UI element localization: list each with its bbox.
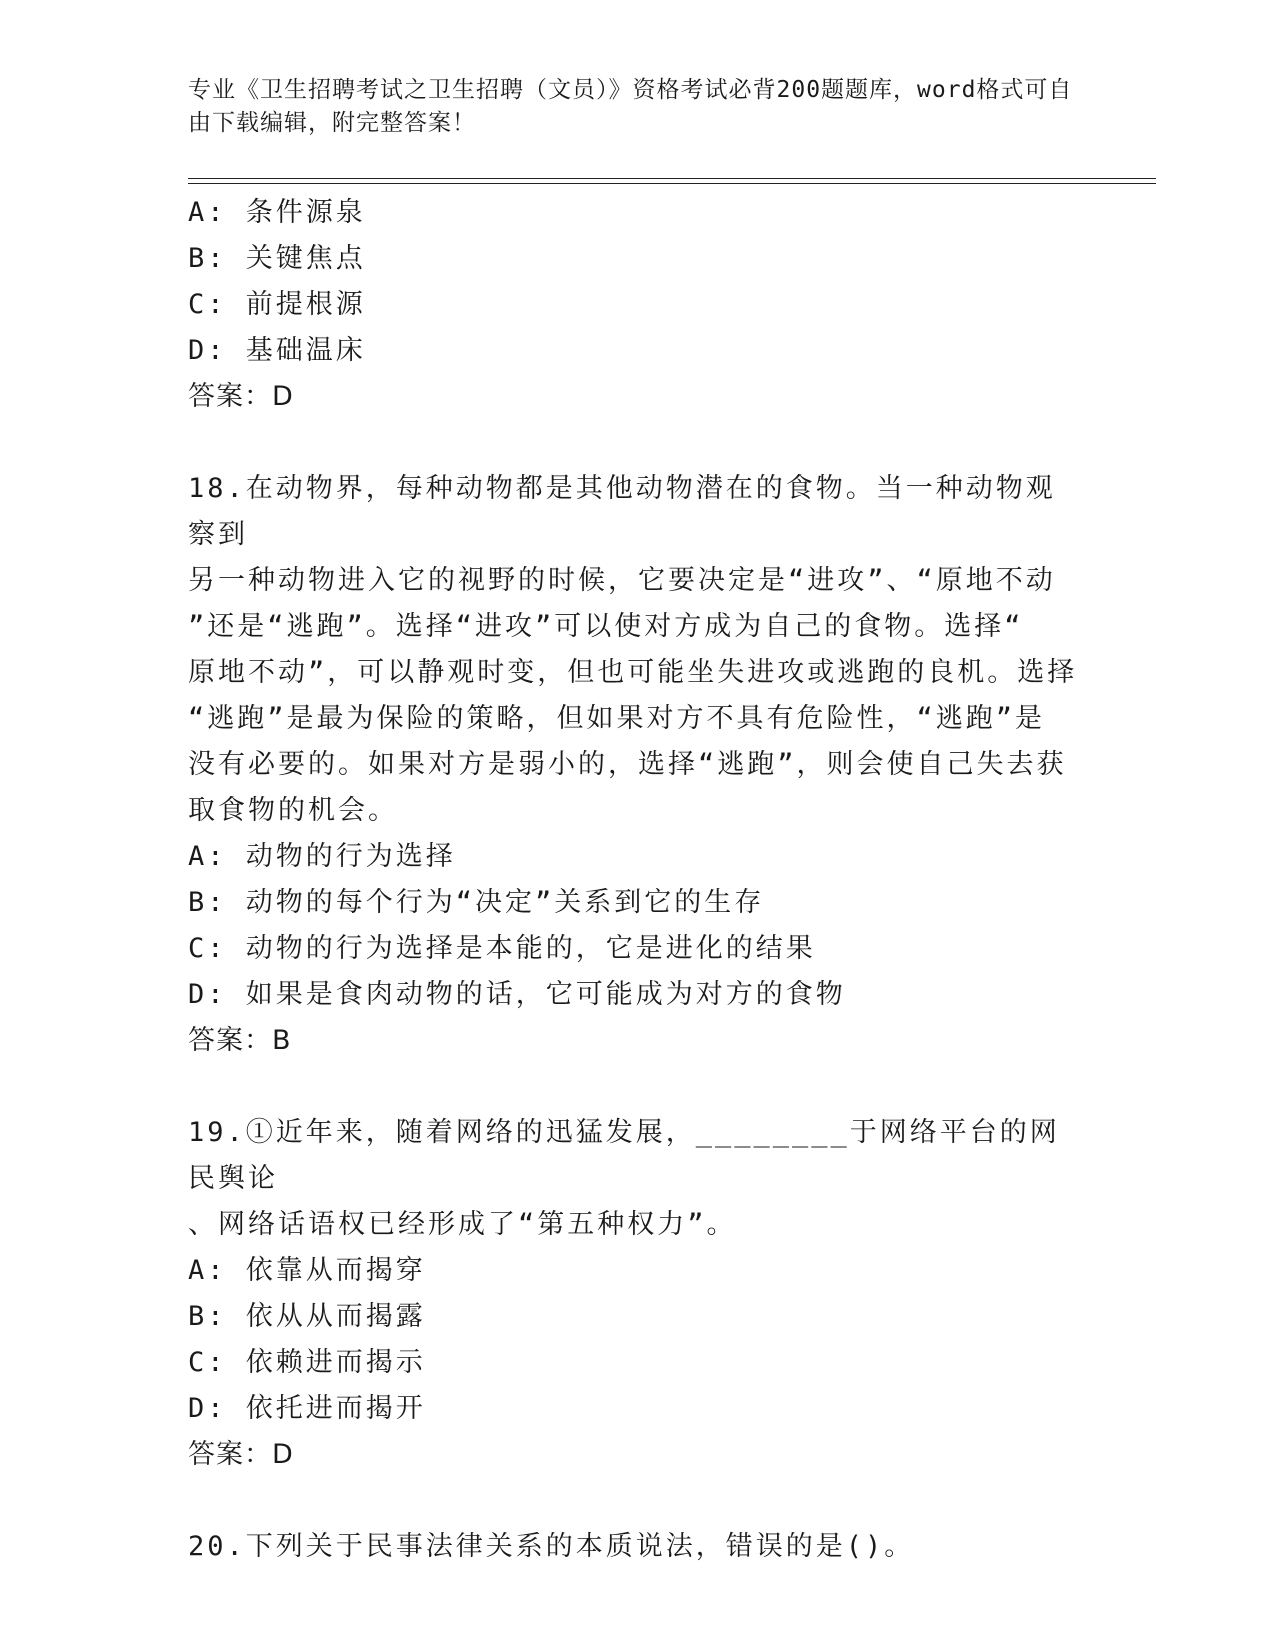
document-header: 专业《卫生招聘考试之卫生招聘（文员）》资格考试必背200题题库，word格式可自由下载编辑，附完整答案！ bbox=[188, 77, 1073, 136]
question-19-block bbox=[188, 1110, 1078, 1478]
option-c: C: 动物的行为选择是本能的，它是进化的结果 bbox=[188, 933, 816, 964]
header-rule-bottom bbox=[188, 183, 1156, 184]
header-rule-top bbox=[188, 178, 1156, 179]
answer-line: 答案：B bbox=[188, 1025, 292, 1056]
question-stem-line: 取食物的机会。 bbox=[188, 795, 398, 826]
option-d: D: 如果是食肉动物的话，它可能成为对方的食物 bbox=[188, 979, 846, 1010]
question-18-block bbox=[188, 466, 1078, 1064]
option-b: B: 动物的每个行为“决定”关系到它的生存 bbox=[188, 887, 765, 918]
question-17-block bbox=[188, 190, 1078, 420]
option-a: A: 依靠从而揭穿 bbox=[188, 1255, 426, 1286]
option-a: A: 条件源泉 bbox=[188, 197, 366, 228]
question-stem-line: “逃跑”是最为保险的策略，但如果对方不具有危险性，“逃跑”是 bbox=[188, 703, 1046, 734]
option-b: B: 依从从而揭露 bbox=[188, 1301, 426, 1332]
option-a: A: 动物的行为选择 bbox=[188, 841, 456, 872]
question-stem-line: 18.在动物界，每种动物都是其他动物潜在的食物。当一种动物观察到 bbox=[188, 473, 1056, 550]
question-stem-line: 19.①近年来，随着网络的迅猛发展，________于网络平台的网民舆论 bbox=[188, 1117, 1060, 1194]
question-stem-line: 原地不动”，可以静观时变，但也可能坐失进攻或逃跑的良机。选择 bbox=[188, 657, 1078, 688]
question-stem-line: 另一种动物进入它的视野的时候，它要决定是“进攻”、“原地不动 bbox=[188, 565, 1056, 596]
option-c: C: 依赖进而揭示 bbox=[188, 1347, 426, 1378]
question-stem-line: 没有必要的。如果对方是弱小的，选择“逃跑”，则会使自己失去获 bbox=[188, 749, 1067, 780]
question-stem-line: 、网络话语权已经形成了“第五种权力”。 bbox=[188, 1209, 737, 1240]
option-d: D: 依托进而揭开 bbox=[188, 1393, 426, 1424]
option-b: B: 关键焦点 bbox=[188, 243, 366, 274]
question-content bbox=[188, 190, 1078, 1616]
question-stem-line: 20.下列关于民事法律关系的本质说法，错误的是()。 bbox=[188, 1531, 915, 1562]
question-stem-line: ”还是“逃跑”。选择“进攻”可以使对方成为自己的食物。选择“ bbox=[188, 611, 1024, 642]
option-c: C: 前提根源 bbox=[188, 289, 366, 320]
option-d: D: 基础温床 bbox=[188, 335, 366, 366]
question-20-block bbox=[188, 1524, 1078, 1570]
answer-line: 答案：D bbox=[188, 1439, 294, 1470]
answer-line: 答案：D bbox=[188, 381, 294, 412]
